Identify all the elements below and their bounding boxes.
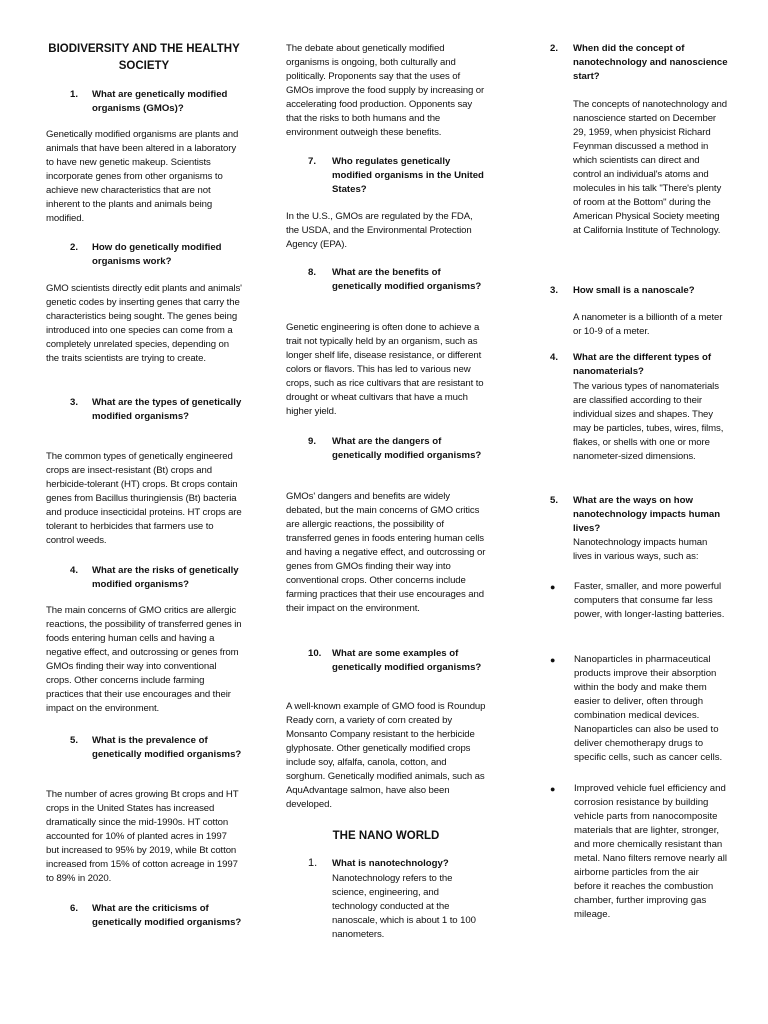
question-text: What are the criticisms of genetically modified organisms? xyxy=(92,903,242,928)
bullet-item xyxy=(550,653,728,765)
question-heading xyxy=(550,284,728,298)
bullet-text: Improved vehicle fuel efficiency and corrosion resistance by building vehicle parts from nanocomposite materials that are lighter, stronger, and more chemically resistant than metal. Nano filters remove nearly all airborne particles from the air before it reaches the combustion chamber, further improving gas mileage. xyxy=(574,783,728,920)
question-number: 6. xyxy=(70,903,79,914)
question-number: 9. xyxy=(308,436,317,447)
question-heading xyxy=(286,647,486,675)
question-text: What are the types of genetically modified organisms? xyxy=(92,397,242,422)
answer-text: Nanotechnology impacts human lives in various ways, such as: xyxy=(573,537,708,562)
bullet-text: Faster, smaller, and more powerful computers that consume far less power, with longer-lasting batteries. xyxy=(574,581,725,620)
question-heading xyxy=(46,88,242,116)
question-heading xyxy=(550,351,728,379)
question-number: 4. xyxy=(70,565,79,576)
question-heading xyxy=(46,241,242,269)
intro-text: The debate about genetically modified organisms is ongoing, both culturally and politically. Proponents say that the uses of GMOs improve the food supply by increasing or accelerating food production. Opponents say that the risks to both humans and the environment outweigh these benefits. xyxy=(286,43,485,138)
question-number: 5. xyxy=(70,735,79,746)
question-heading xyxy=(46,396,242,424)
question-heading xyxy=(286,266,486,294)
question-text: When did the concept of nanotechnology and nanoscience start? xyxy=(573,43,728,82)
answer-text: Nanotechnology refers to the science, engineering, and technology conducted at the nanoscale, which is about 1 to 100 nanometers. xyxy=(332,873,476,940)
question-text: How small is a nanoscale? xyxy=(573,285,695,296)
question-number: 3. xyxy=(70,397,79,408)
question-number: 5. xyxy=(550,495,559,506)
question-heading xyxy=(286,857,486,871)
bullet-icon: ● xyxy=(550,582,556,592)
bullet-text: Nanoparticles in pharmaceutical products improve their absorption within the body and make them easier to deliver, often through combination medical devices. Nanoparticles can also be used to deliver chemotherapy drugs to specific cells, such as cancer cells. xyxy=(574,654,723,763)
question-text: What are the different types of nanomaterials? xyxy=(573,352,712,377)
answer-text: The concepts of nanotechnology and nanoscience started on December 29, 1959, when physicist Richard Feynman discussed a method in which scientists can direct and control an individual's atoms and molecules in his talk "There's plenty of room at the Bottom" during the American Physical Society meeting at California Institute of Technology. xyxy=(573,99,727,236)
question-heading xyxy=(550,494,728,536)
answer-text: The main concerns of GMO critics are allergic reactions, the possibility of transferred genes in foods entering human cells and having a negative effect, and outcrossing or genes from GMOs finding their way into conventional crops. Other concerns include farming practices that their use encourages and their impact on the environment. xyxy=(46,605,242,714)
answer-text: A well-known example of GMO food is Roundup Ready corn, a variety of corn created by Monsanto Company resistant to the herbicide glyphosate. Other genetically modified crops include soy, alfalfa, canola, cotton, and sorghum. Genetically modified animals, such as AquAdvantage salmon, have also been developed. xyxy=(286,701,486,810)
bullet-item xyxy=(550,580,728,622)
question-number: 3. xyxy=(550,285,559,296)
question-number: 2. xyxy=(550,43,559,54)
question-heading xyxy=(286,435,486,463)
answer-text: Genetic engineering is often done to achieve a trait not typically held by an organism, such as longer shelf life, disease resistance, or different colors or flavors. This has led to various new crops, such as rice cultivars that are resistant to drought or wheat cultivars that have a much higher yield. xyxy=(286,322,484,417)
bullet-icon: ● xyxy=(550,655,556,665)
question-heading xyxy=(46,564,242,592)
answer-text: The number of acres growing Bt crops and HT crops in the United States has increased dramatically since the mid-1990s. HT cotton accounted for 10% of planted acres in 1997 but increased to 95% by 2019, while Bt cotton increased from 15% of cotton acreage in 1997 to 89% in 2020. xyxy=(46,789,239,884)
question-number: 4. xyxy=(550,352,559,363)
question-text: Who regulates genetically modified organisms in the United States? xyxy=(332,156,484,195)
answer-text: In the U.S., GMOs are regulated by the FDA, the USDA, and the Environmental Protection Agency (EPA). xyxy=(286,211,473,250)
page-title: BIODIVERSITY AND THE HEALTHY SOCIETY xyxy=(48,43,240,72)
question-heading xyxy=(286,155,486,197)
bullet-icon: ● xyxy=(550,784,556,794)
question-text: What are the risks of genetically modified organisms? xyxy=(92,565,239,590)
question-text: How do genetically modified organisms work? xyxy=(92,242,222,267)
question-heading xyxy=(46,902,242,930)
question-text: What are the dangers of genetically modified organisms? xyxy=(332,436,482,461)
question-number: 7. xyxy=(308,156,317,167)
question-heading xyxy=(46,734,242,762)
answer-text: GMOs' dangers and benefits are widely debated, but the main concerns of GMO critics are allergic reactions, the possibility of transferred genes in foods entering human cells and having a negative effect, and outcrossing or genes from GMOs finding their way into conventional crops. Other concerns include farming practices that their use encourages and their impact on the environment. xyxy=(286,491,486,614)
answer-text: The various types of nanomaterials are classified according to their individual sizes and shapes. They may be particles, tubes, wires, films, flakes, or shells with one or more nanometer-sized dimensions. xyxy=(573,381,724,462)
answer-text: A nanometer is a billionth of a meter or 10-9 of a meter. xyxy=(573,312,723,337)
question-text: What is the prevalence of genetically modified organisms? xyxy=(92,735,242,760)
question-text: What is nanotechnology? xyxy=(332,858,449,869)
answer-text: Genetically modified organisms are plants and animals that have been altered in a laboratory to have new genetic makeup. Scientists incorporate genes from other organisms to achieve new characteristics that are not inherent to the plants and animals being modified. xyxy=(46,129,239,224)
question-number: 1. xyxy=(308,857,318,869)
question-number: 8. xyxy=(308,267,317,278)
question-text: What are the benefits of genetically modified organisms? xyxy=(332,267,482,292)
question-heading xyxy=(550,42,728,84)
question-number: 2. xyxy=(70,242,79,253)
answer-text: The common types of genetically engineered crops are insect-resistant (Bt) crops and herbicide-tolerant (HT) crops. Bt crops contain genes from Bacillus thuringiensis (Bt) bacteria and produce insecticidal proteins. HT crops are tolerant to herbicides that farmers use to control weeds. xyxy=(46,451,242,546)
question-text: What are the ways on how nanotechnology impacts human lives? xyxy=(573,495,721,534)
answer-text: GMO scientists directly edit plants and animals' genetic codes by inserting genes that carry the characteristics being sought. The genes being introduced into one species can come from a completely unrelated species, depending on the traits scientists are trying to create. xyxy=(46,283,242,364)
question-text: What are genetically modified organisms (GMOs)? xyxy=(92,89,228,114)
bullet-item xyxy=(550,782,728,922)
section-title: THE NANO WORLD xyxy=(332,830,440,842)
question-number: 10. xyxy=(308,648,322,659)
question-number: 1. xyxy=(70,89,79,100)
question-text: What are some examples of genetically modified organisms? xyxy=(332,648,482,673)
